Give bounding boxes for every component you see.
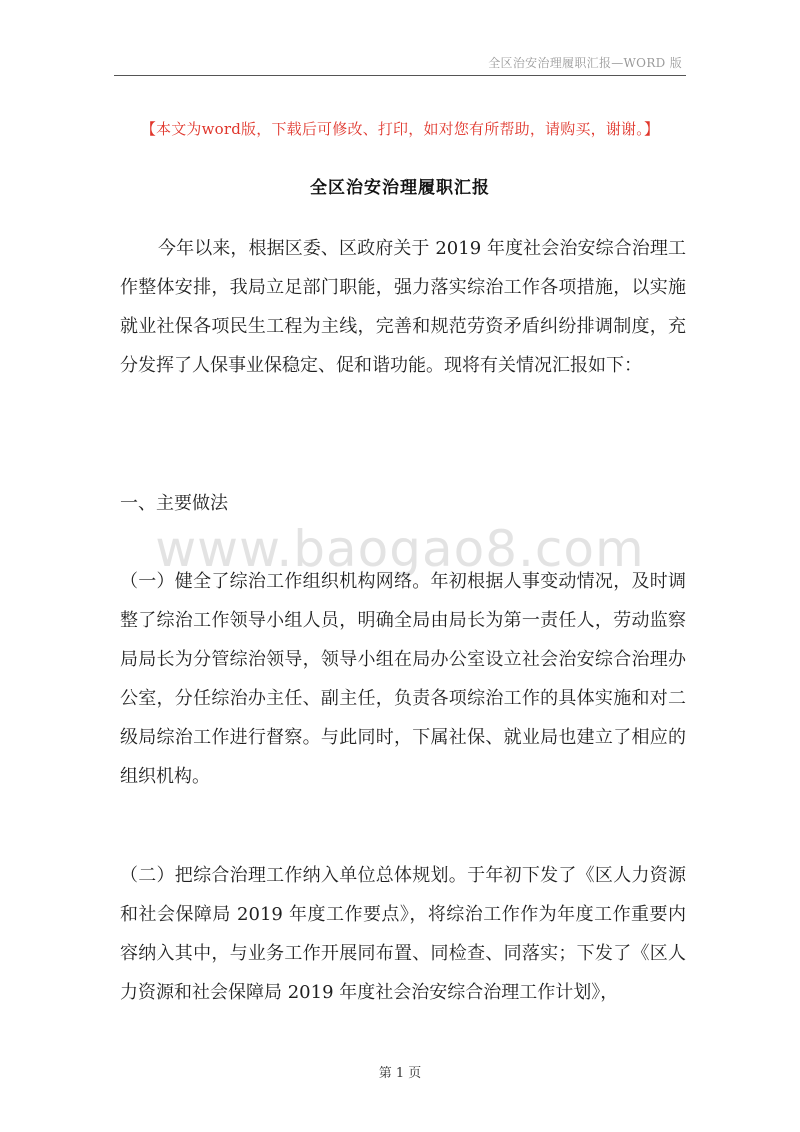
paragraph-item-2: （二）把综合治理工作纳入单位总体规划。于年初下发了《区人力资源和社会保障局 2019 年度工作要点》，将综治工作作为年度工作重要内容纳入其中，与业务工作开展同布置、同检查、同落实；下发了《区人力资源和社会保障局 2019 年度社会治安综合治理工作计划》， <box>120 865 686 1003</box>
page-number: 第 1 页 <box>378 1066 422 1081</box>
section-heading-main-practices: 一、主要做法 <box>120 493 228 514</box>
document-title: 全区治安治理履职汇报 <box>310 178 490 198</box>
paragraph-item-1: （一）健全了综治工作组织机构网络。年初根据人事变动情况，及时调整了综治工作领导小组人员，明确全局由局长为第一责任人，劳动监察局局长为分管综治领导，领导小组在局办公室设立社会治安综合治理办公室，分任综治办主任、副主任，负责各项综治工作的具体实施和对二级局综治工作进行督察。与此同时，下属社保、就业局也建立了相应的组织机构。 <box>120 571 686 787</box>
intro-paragraph <box>120 229 686 385</box>
watermark: www.baogao8.com <box>155 520 645 578</box>
header-divider <box>114 75 686 76</box>
download-notice: 【本文为word版，下载后可修改、打印，如对您有所帮助，请购买，谢谢。】 <box>140 120 660 138</box>
running-header: 全区治安治理履职汇报—WORD 版 <box>488 56 682 70</box>
intro-text: 今年以来，根据区委、区政府关于 2019 年度社会治安综合治理工作整体安排，我局立足部门职能，强力落实综治工作各项措施，以实施就业社保各项民生工程为主线，完善和规范劳资矛盾纠纷排调制度，充分发挥了人保事业保稳定、促和谐功能。现将有关情况汇报如下： <box>120 238 686 376</box>
